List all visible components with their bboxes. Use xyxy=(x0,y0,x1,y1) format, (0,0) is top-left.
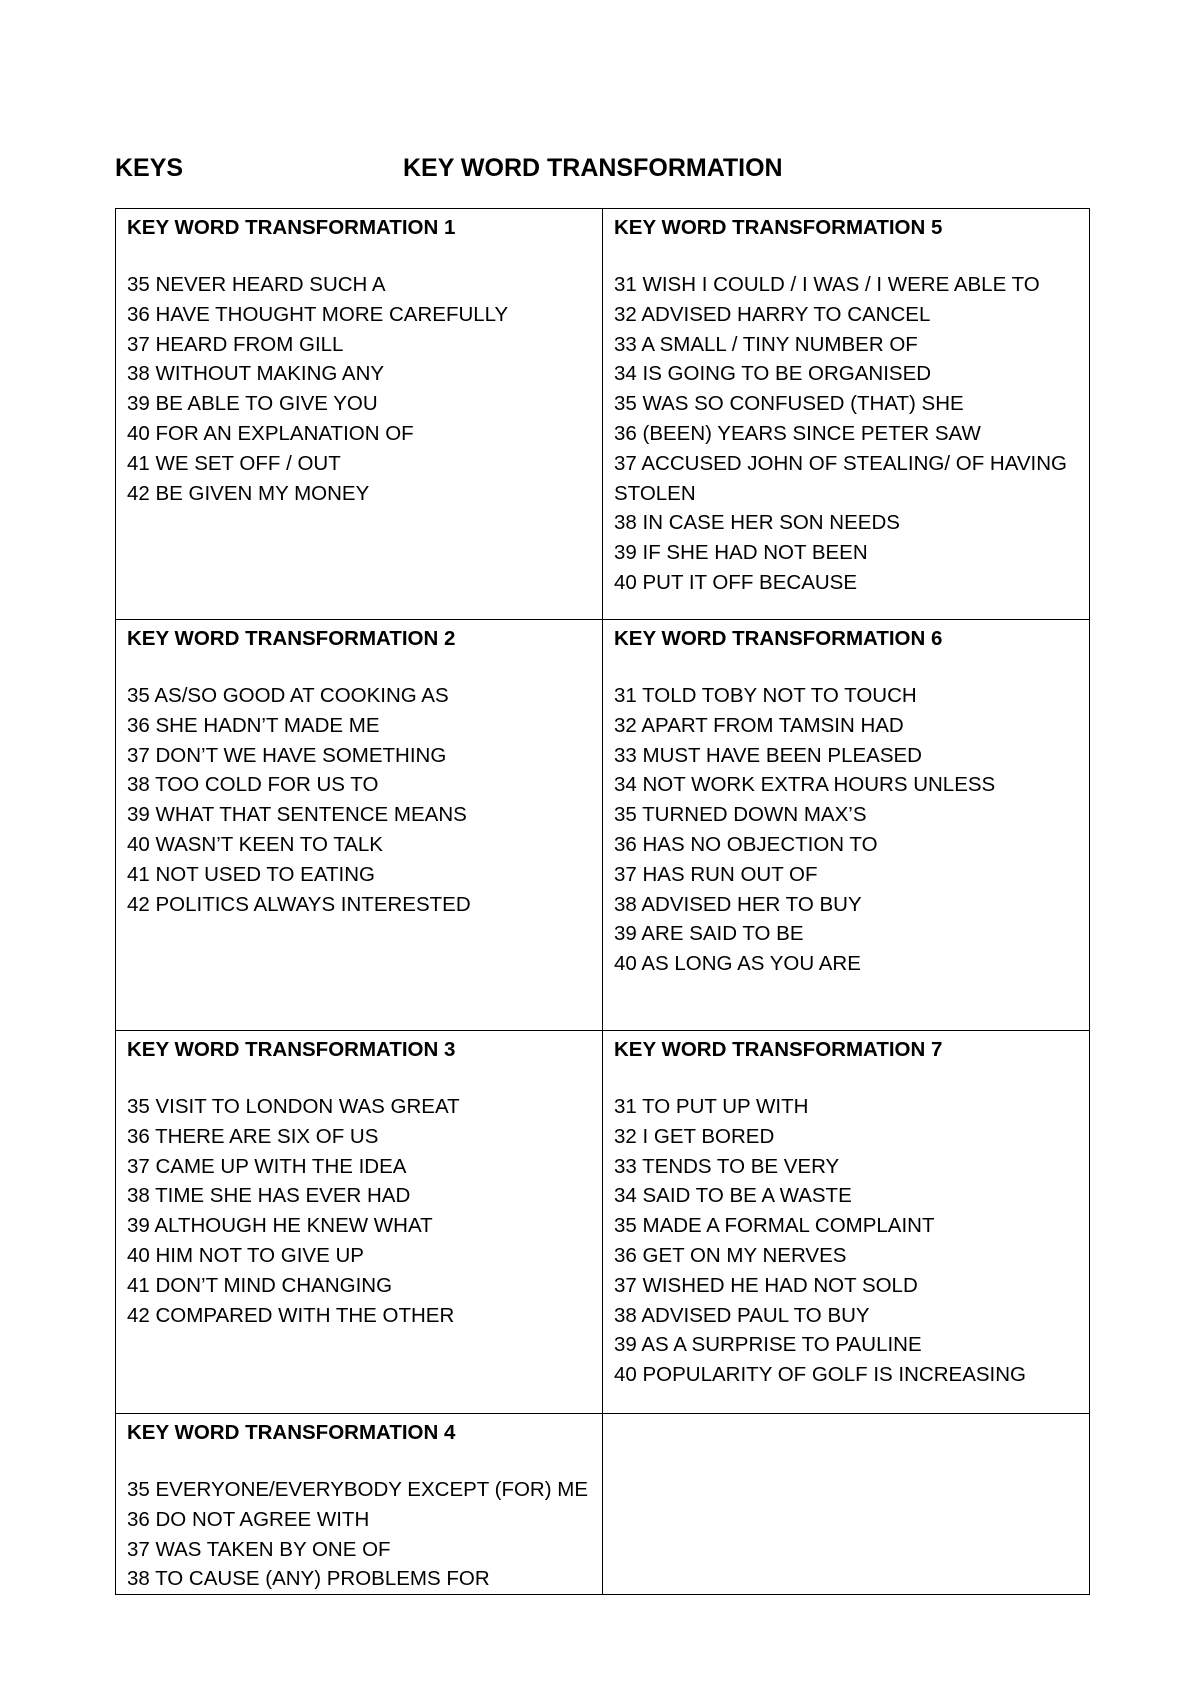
answer-list xyxy=(614,270,1078,598)
answer-item: 33 MUST HAVE BEEN PLEASED xyxy=(614,743,922,767)
empty-cell xyxy=(603,1414,1090,1595)
answer-key-table xyxy=(115,208,1090,1595)
answer-item: 39 BE ABLE TO GIVE YOU xyxy=(127,392,378,416)
document-title: KEY WORD TRANSFORMATION xyxy=(403,154,783,182)
answer-item: 31 TO PUT UP WITH xyxy=(614,1095,809,1118)
answer-item: 35 NEVER HEARD SUCH A xyxy=(127,273,386,296)
answer-item: 38 TOO COLD FOR US TO xyxy=(127,773,379,797)
answer-item: 41 NOT USED TO EATING xyxy=(127,862,375,886)
answer-item: 32 APART FROM TAMSIN HAD xyxy=(614,713,904,737)
section-kwt5 xyxy=(603,209,1090,620)
answer-item: 40 HIM NOT TO GIVE UP xyxy=(127,1243,364,1267)
section-kwt1 xyxy=(116,209,603,620)
section-kwt4 xyxy=(116,1414,603,1595)
answer-list xyxy=(614,681,1078,979)
answer-item: 36 THERE ARE SIX OF US xyxy=(127,1124,379,1148)
section-kwt2 xyxy=(116,620,603,1031)
answer-item: 40 WASN’T KEEN TO TALK xyxy=(127,832,383,856)
answer-item: 35 MADE A FORMAL COMPLAINT xyxy=(614,1214,935,1238)
answer-item: 35 WAS SO CONFUSED (THAT) SHE xyxy=(614,392,964,416)
answer-item: 41 WE SET OFF / OUT xyxy=(127,451,341,475)
section-title: KEY WORD TRANSFORMATION 4 xyxy=(127,1421,456,1444)
answer-item: 37 DON’T WE HAVE SOMETHING xyxy=(127,743,447,767)
answer-item: 41 DON’T MIND CHANGING xyxy=(127,1273,393,1297)
answer-item: 31 TOLD TOBY NOT TO TOUCH xyxy=(614,684,917,707)
answer-list xyxy=(127,270,591,508)
answer-item: 38 ADVISED PAUL TO BUY xyxy=(614,1303,870,1327)
answer-item: 35 VISIT TO LONDON WAS GREAT xyxy=(127,1095,460,1118)
table-row xyxy=(116,209,1090,620)
table-row xyxy=(116,620,1090,1031)
answer-item: 38 WITHOUT MAKING ANY xyxy=(127,362,385,386)
section-title: KEY WORD TRANSFORMATION 7 xyxy=(614,1038,943,1061)
answer-item: 42 BE GIVEN MY MONEY xyxy=(127,481,370,505)
section-title: KEY WORD TRANSFORMATION 3 xyxy=(127,1038,456,1061)
answer-item: 42 POLITICS ALWAYS INTERESTED xyxy=(127,892,471,916)
answer-item: 38 TO CAUSE (ANY) PROBLEMS FOR xyxy=(127,1567,490,1591)
table-row xyxy=(116,1031,1090,1414)
answer-item: 39 ALTHOUGH HE KNEW WHAT xyxy=(127,1214,433,1238)
answer-item: 40 AS LONG AS YOU ARE xyxy=(614,952,861,976)
answer-item: 33 A SMALL / TINY NUMBER OF xyxy=(614,332,918,356)
answer-item: 40 POPULARITY OF GOLF IS INCREASING xyxy=(614,1363,1027,1387)
answer-item: 39 AS A SURPRISE TO PAULINE xyxy=(614,1333,922,1357)
answer-item: 37 HAS RUN OUT OF xyxy=(614,862,818,886)
answer-item: 39 IF SHE HAD NOT BEEN xyxy=(614,541,868,565)
answer-item: 35 TURNED DOWN MAX’S xyxy=(614,803,867,827)
answer-item: 36 HAVE THOUGHT MORE CAREFULLY xyxy=(127,302,509,326)
answer-item: 35 AS/SO GOOD AT COOKING AS xyxy=(127,684,449,707)
answer-item: 38 IN CASE HER SON NEEDS xyxy=(614,511,900,535)
section-kwt3 xyxy=(116,1031,603,1414)
answer-item: 34 NOT WORK EXTRA HOURS UNLESS xyxy=(614,773,996,797)
answer-item: 42 COMPARED WITH THE OTHER xyxy=(127,1303,455,1327)
answer-item: 31 WISH I COULD / I WAS / I WERE ABLE TO xyxy=(614,273,1040,296)
section-title: KEY WORD TRANSFORMATION 1 xyxy=(127,216,456,239)
answer-item: 38 TIME SHE HAS EVER HAD xyxy=(127,1184,411,1208)
answer-list xyxy=(127,1475,591,1594)
answer-item: 33 TENDS TO BE VERY xyxy=(614,1154,840,1178)
section-title: KEY WORD TRANSFORMATION 5 xyxy=(614,216,943,239)
answer-item: 32 ADVISED HARRY TO CANCEL xyxy=(614,302,931,326)
answer-item: 34 SAID TO BE A WASTE xyxy=(614,1184,852,1208)
answer-item: 36 HAS NO OBJECTION TO xyxy=(614,832,878,856)
answer-item: 37 WAS TAKEN BY ONE OF xyxy=(127,1537,391,1561)
answer-item: 36 (BEEN) YEARS SINCE PETER SAW xyxy=(614,421,981,445)
answer-item: 34 IS GOING TO BE ORGANISED xyxy=(614,362,932,386)
answer-list xyxy=(127,681,591,919)
answer-item: 40 FOR AN EXPLANATION OF xyxy=(127,421,414,445)
table-row xyxy=(116,1414,1090,1595)
answer-item: 39 WHAT THAT SENTENCE MEANS xyxy=(127,803,467,827)
answer-item: 37 HEARD FROM GILL xyxy=(127,332,344,356)
answer-item: 40 PUT IT OFF BECAUSE xyxy=(614,570,858,594)
answer-item: 36 GET ON MY NERVES xyxy=(614,1243,847,1267)
answer-list xyxy=(127,1092,591,1330)
section-kwt6 xyxy=(603,620,1090,1031)
answer-item: 36 SHE HADN’T MADE ME xyxy=(127,713,380,737)
answer-item: 32 I GET BORED xyxy=(614,1124,775,1148)
answer-list xyxy=(614,1092,1078,1390)
keys-label: KEYS xyxy=(115,154,184,182)
section-kwt7 xyxy=(603,1031,1090,1414)
section-title: KEY WORD TRANSFORMATION 2 xyxy=(127,627,456,650)
answer-item: 35 EVERYONE/EVERYBODY EXCEPT (FOR) ME xyxy=(127,1478,589,1501)
answer-item: 37 WISHED HE HAD NOT SOLD xyxy=(614,1273,918,1297)
answer-item: 38 ADVISED HER TO BUY xyxy=(614,892,862,916)
answer-item: 37 CAME UP WITH THE IDEA xyxy=(127,1154,407,1178)
answer-item: 36 DO NOT AGREE WITH xyxy=(127,1507,370,1531)
answer-item: 37 ACCUSED JOHN OF STEALING/ OF HAVING STOLEN xyxy=(614,451,1067,505)
page-header xyxy=(115,148,1095,188)
answer-item: 39 ARE SAID TO BE xyxy=(614,922,804,946)
section-title: KEY WORD TRANSFORMATION 6 xyxy=(614,627,943,650)
